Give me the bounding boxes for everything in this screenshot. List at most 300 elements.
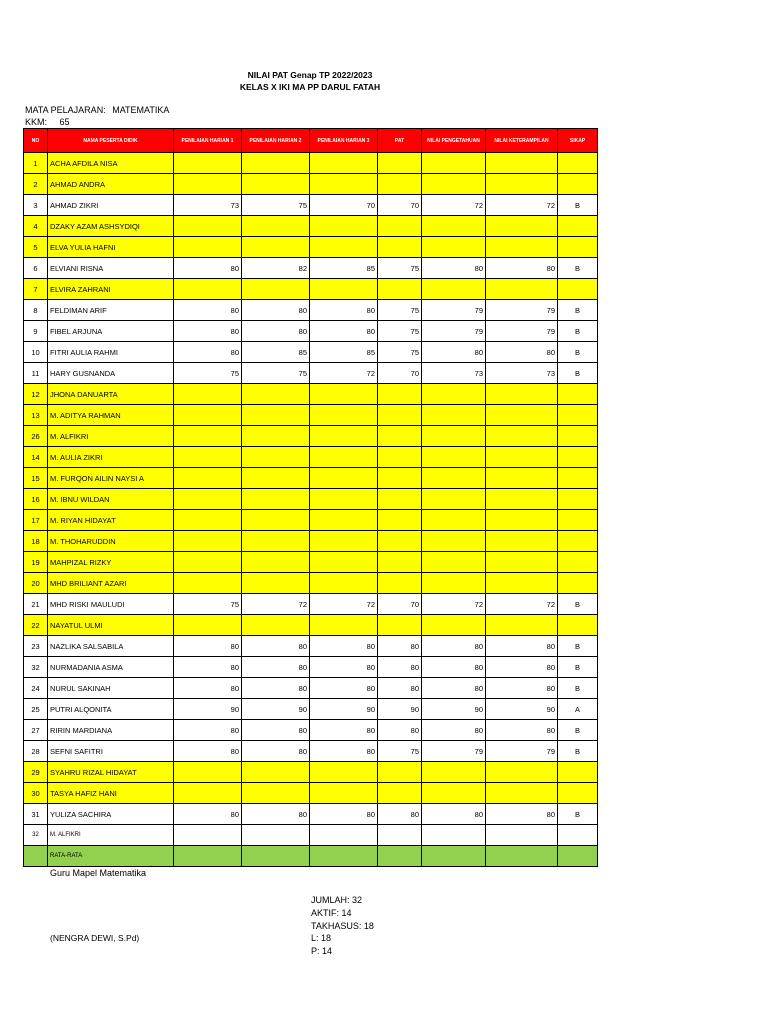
cell-ph1 (174, 489, 242, 510)
cell-np: 80 (422, 657, 486, 678)
cell-sikap: B (558, 363, 598, 384)
report-subtitle: KELAS X IKI MA PP DARUL FATAH (239, 82, 381, 92)
cell-pat: 75 (378, 741, 422, 762)
cell-pat: 80 (378, 720, 422, 741)
stat-line: P: 14 (311, 946, 333, 957)
cell-ph3: 80 (310, 720, 378, 741)
cell-ph3: 80 (310, 636, 378, 657)
cell-ph1 (174, 468, 242, 489)
cell-sikap (558, 405, 598, 426)
cell-name: NURMADANIA ASMA (48, 657, 174, 678)
cell-ph2 (242, 447, 310, 468)
cell-np (422, 573, 486, 594)
cell-name: RATA-RATA (48, 846, 174, 867)
table-row (24, 468, 598, 489)
cell-np: 72 (422, 195, 486, 216)
cell-ph2 (242, 405, 310, 426)
cell-ph2 (242, 846, 310, 867)
cell-no: 10 (24, 342, 48, 363)
table-row (24, 258, 598, 279)
cell-no: 31 (24, 804, 48, 825)
cell-no: 13 (24, 405, 48, 426)
table-row (24, 489, 598, 510)
cell-ph1: 80 (174, 321, 242, 342)
cell-no: 23 (24, 636, 48, 657)
cell-pat (378, 384, 422, 405)
cell-no: 22 (24, 615, 48, 636)
cell-ph2 (242, 615, 310, 636)
table-row (24, 720, 598, 741)
cell-sikap: B (558, 720, 598, 741)
cell-name: JHONA DANUARTA (48, 384, 174, 405)
cell-np: 72 (422, 594, 486, 615)
cell-sikap (558, 447, 598, 468)
cell-nk: 72 (486, 594, 558, 615)
cell-sikap: B (558, 342, 598, 363)
cell-ph3 (310, 552, 378, 573)
cell-pat (378, 468, 422, 489)
cell-sikap: A (558, 699, 598, 720)
cell-pat: 80 (378, 657, 422, 678)
cell-name: SEFNI SAFITRI (48, 741, 174, 762)
cell-name: M. AULIA ZIKRI (48, 447, 174, 468)
cell-sikap: B (558, 741, 598, 762)
cell-nk (486, 447, 558, 468)
cell-ph1 (174, 279, 242, 300)
cell-ph3: 80 (310, 678, 378, 699)
cell-pat (378, 825, 422, 846)
cell-sikap (558, 825, 598, 846)
table-row (24, 510, 598, 531)
table-row (24, 342, 598, 363)
cell-no: 32 (24, 825, 48, 846)
cell-nk (486, 384, 558, 405)
cell-ph1 (174, 615, 242, 636)
cell-nk: 80 (486, 720, 558, 741)
cell-ph3: 85 (310, 258, 378, 279)
table-row (24, 300, 598, 321)
cell-ph2: 80 (242, 657, 310, 678)
cell-np: 80 (422, 804, 486, 825)
cell-ph1 (174, 846, 242, 867)
cell-np (422, 615, 486, 636)
cell-ph1 (174, 153, 242, 174)
cell-ph3: 85 (310, 342, 378, 363)
cell-ph1 (174, 174, 242, 195)
cell-np: 80 (422, 258, 486, 279)
cell-nk: 72 (486, 195, 558, 216)
cell-ph1: 80 (174, 342, 242, 363)
cell-nk: 80 (486, 258, 558, 279)
cell-pat: 70 (378, 195, 422, 216)
cell-np (422, 153, 486, 174)
table-row (24, 846, 598, 867)
cell-ph1 (174, 237, 242, 258)
cell-ph2 (242, 552, 310, 573)
cell-sikap: B (558, 195, 598, 216)
cell-pat: 80 (378, 636, 422, 657)
cell-ph1: 80 (174, 720, 242, 741)
cell-name: M. ALFIKRI (48, 426, 174, 447)
cell-np: 73 (422, 363, 486, 384)
table-row (24, 678, 598, 699)
table-row (24, 321, 598, 342)
cell-name: M. ALFIKRI (48, 825, 174, 846)
cell-ph3 (310, 573, 378, 594)
cell-name: MAHPIZAL RIZKY (48, 552, 174, 573)
cell-ph1: 80 (174, 300, 242, 321)
cell-np (422, 237, 486, 258)
kkm-label: KKM: (25, 117, 48, 127)
cell-name: ACHA AFDILA NISA (48, 153, 174, 174)
grades-body (24, 153, 598, 867)
cell-name: YULIZA SACHIRA (48, 804, 174, 825)
cell-no (24, 846, 48, 867)
cell-no: 18 (24, 531, 48, 552)
cell-pat (378, 762, 422, 783)
cell-name: M. IBNU WILDAN (48, 489, 174, 510)
cell-pat (378, 531, 422, 552)
cell-ph2 (242, 510, 310, 531)
cell-no: 8 (24, 300, 48, 321)
cell-sikap: B (558, 636, 598, 657)
col-np-header: NILAI PENGETAHUAN (422, 129, 486, 153)
cell-np: 80 (422, 720, 486, 741)
cell-ph1: 80 (174, 741, 242, 762)
cell-ph3: 80 (310, 300, 378, 321)
cell-ph3 (310, 384, 378, 405)
cell-ph1 (174, 531, 242, 552)
cell-pat (378, 783, 422, 804)
cell-ph1 (174, 447, 242, 468)
cell-ph1 (174, 762, 242, 783)
table-row (24, 174, 598, 195)
cell-sikap (558, 468, 598, 489)
cell-np: 79 (422, 300, 486, 321)
cell-nk (486, 531, 558, 552)
cell-ph1: 75 (174, 363, 242, 384)
cell-ph3 (310, 825, 378, 846)
stats-block (311, 894, 374, 958)
table-row (24, 783, 598, 804)
cell-nk (486, 573, 558, 594)
cell-sikap (558, 384, 598, 405)
cell-ph3 (310, 489, 378, 510)
cell-ph3 (310, 762, 378, 783)
cell-sikap (558, 237, 598, 258)
cell-no: 20 (24, 573, 48, 594)
table-row (24, 384, 598, 405)
cell-ph1 (174, 552, 242, 573)
cell-name: MHD BRILIANT AZARI (48, 573, 174, 594)
cell-no: 11 (24, 363, 48, 384)
cell-name: DZAKY AZAM ASHSYDIQI (48, 216, 174, 237)
cell-ph1 (174, 384, 242, 405)
cell-ph3 (310, 279, 378, 300)
cell-np (422, 510, 486, 531)
table-row (24, 741, 598, 762)
cell-ph2: 80 (242, 678, 310, 699)
cell-ph3 (310, 153, 378, 174)
cell-ph2 (242, 279, 310, 300)
cell-no: 19 (24, 552, 48, 573)
cell-ph3 (310, 174, 378, 195)
cell-np (422, 489, 486, 510)
cell-ph3 (310, 846, 378, 867)
cell-nk (486, 825, 558, 846)
cell-ph2: 75 (242, 195, 310, 216)
cell-name: NAZLIKA SALSABILA (48, 636, 174, 657)
col-no-header: NO (24, 129, 48, 153)
cell-pat (378, 153, 422, 174)
cell-ph3 (310, 531, 378, 552)
cell-sikap (558, 174, 598, 195)
table-row (24, 699, 598, 720)
cell-pat (378, 279, 422, 300)
cell-ph2 (242, 384, 310, 405)
cell-ph1: 80 (174, 636, 242, 657)
cell-ph2 (242, 153, 310, 174)
cell-pat: 90 (378, 699, 422, 720)
cell-ph1 (174, 573, 242, 594)
cell-sikap: B (558, 321, 598, 342)
cell-ph3: 70 (310, 195, 378, 216)
cell-sikap (558, 762, 598, 783)
table-row (24, 195, 598, 216)
cell-ph2: 80 (242, 804, 310, 825)
cell-pat (378, 489, 422, 510)
cell-np (422, 552, 486, 573)
stat-line: L: 18 (311, 933, 332, 944)
col-pat-header: PAT (378, 129, 422, 153)
table-row (24, 216, 598, 237)
cell-ph3: 80 (310, 657, 378, 678)
cell-ph1 (174, 405, 242, 426)
cell-sikap (558, 573, 598, 594)
cell-pat (378, 426, 422, 447)
cell-sikap (558, 531, 598, 552)
cell-nk (486, 762, 558, 783)
cell-nk (486, 237, 558, 258)
table-row (24, 804, 598, 825)
cell-nk: 80 (486, 657, 558, 678)
cell-nk (486, 153, 558, 174)
cell-ph3: 80 (310, 804, 378, 825)
cell-ph1: 80 (174, 657, 242, 678)
cell-ph2: 80 (242, 300, 310, 321)
cell-sikap (558, 216, 598, 237)
cell-pat: 75 (378, 342, 422, 363)
cell-sikap: B (558, 657, 598, 678)
table-row (24, 363, 598, 384)
cell-sikap (558, 153, 598, 174)
cell-np (422, 762, 486, 783)
stat-line: TAKHASUS: 18 (311, 920, 374, 931)
cell-np (422, 447, 486, 468)
cell-ph1: 90 (174, 699, 242, 720)
cell-no: 25 (24, 699, 48, 720)
cell-no: 24 (24, 678, 48, 699)
cell-pat: 80 (378, 804, 422, 825)
cell-nk (486, 615, 558, 636)
cell-ph1: 73 (174, 195, 242, 216)
cell-no: 6 (24, 258, 48, 279)
cell-nk (486, 279, 558, 300)
grades-table (23, 128, 598, 867)
cell-sikap (558, 279, 598, 300)
cell-pat (378, 237, 422, 258)
table-row (24, 531, 598, 552)
cell-name: AHMAD ANDRA (48, 174, 174, 195)
cell-name: ELVIANI RISNA (48, 258, 174, 279)
cell-nk: 80 (486, 636, 558, 657)
cell-ph3 (310, 447, 378, 468)
cell-pat (378, 573, 422, 594)
cell-pat (378, 510, 422, 531)
cell-pat: 75 (378, 258, 422, 279)
cell-no: 29 (24, 762, 48, 783)
cell-np: 80 (422, 678, 486, 699)
kkm-value: 65 (59, 117, 70, 127)
cell-nk (486, 174, 558, 195)
cell-ph3 (310, 405, 378, 426)
cell-ph2: 85 (242, 342, 310, 363)
cell-nk: 80 (486, 342, 558, 363)
cell-ph3: 90 (310, 699, 378, 720)
cell-sikap (558, 615, 598, 636)
col-name-header: NAMA PESERTA DIDIK (48, 129, 174, 153)
cell-no: 9 (24, 321, 48, 342)
stat-line: AKTIF: 14 (311, 907, 352, 918)
cell-np (422, 216, 486, 237)
table-row (24, 594, 598, 615)
stat-line: JUMLAH: 32 (311, 895, 363, 905)
cell-pat (378, 174, 422, 195)
cell-no: 5 (24, 237, 48, 258)
cell-np (422, 405, 486, 426)
cell-pat: 70 (378, 594, 422, 615)
cell-ph2: 80 (242, 321, 310, 342)
table-row (24, 825, 598, 846)
cell-name: PUTRI ALQONITA (48, 699, 174, 720)
cell-sikap: B (558, 804, 598, 825)
cell-name: NURUL SAKINAH (48, 678, 174, 699)
cell-pat: 70 (378, 363, 422, 384)
cell-nk (486, 489, 558, 510)
cell-sikap: B (558, 594, 598, 615)
cell-no: 28 (24, 741, 48, 762)
cell-nk (486, 510, 558, 531)
cell-name: MHD RISKI MAULUDI (48, 594, 174, 615)
teacher-role: Guru Mapel Matematika (50, 868, 147, 878)
cell-nk (486, 468, 558, 489)
subject-value: MATEMATIKA (112, 105, 170, 115)
cell-name: TASYA HAFIZ HANI (48, 783, 174, 804)
cell-no: 2 (24, 174, 48, 195)
cell-pat (378, 216, 422, 237)
cell-name: NAYATUL ULMI (48, 615, 174, 636)
cell-ph2: 72 (242, 594, 310, 615)
cell-no: 32 (24, 657, 48, 678)
cell-ph2 (242, 468, 310, 489)
cell-np: 79 (422, 741, 486, 762)
cell-name: RIRIN MARDIANA (48, 720, 174, 741)
cell-no: 16 (24, 489, 48, 510)
report-title: NILAI PAT Genap TP 2022/2023 (247, 70, 373, 80)
cell-no: 27 (24, 720, 48, 741)
cell-ph2 (242, 237, 310, 258)
cell-ph3 (310, 615, 378, 636)
cell-nk: 80 (486, 804, 558, 825)
cell-ph2: 82 (242, 258, 310, 279)
cell-pat (378, 615, 422, 636)
cell-sikap (558, 846, 598, 867)
cell-nk (486, 426, 558, 447)
teacher-name: (NENGRA DEWI, S.Pd) (50, 933, 140, 943)
cell-no: 12 (24, 384, 48, 405)
cell-ph2 (242, 825, 310, 846)
table-header-row (24, 129, 598, 153)
cell-ph3 (310, 237, 378, 258)
cell-no: 7 (24, 279, 48, 300)
table-row (24, 615, 598, 636)
cell-name: M. RIYAN HIDAYAT (48, 510, 174, 531)
table-row (24, 447, 598, 468)
cell-ph1 (174, 825, 242, 846)
cell-sikap (558, 552, 598, 573)
cell-sikap (558, 426, 598, 447)
cell-ph2: 80 (242, 741, 310, 762)
cell-np: 90 (422, 699, 486, 720)
cell-nk: 73 (486, 363, 558, 384)
cell-nk: 79 (486, 321, 558, 342)
cell-ph1: 80 (174, 678, 242, 699)
cell-pat (378, 552, 422, 573)
col-ph3-header: PENILAIAN HARIAN 3 (310, 129, 378, 153)
cell-nk: 90 (486, 699, 558, 720)
cell-no: 17 (24, 510, 48, 531)
kkm-line (25, 117, 70, 127)
cell-name: FIBEL ARJUNA (48, 321, 174, 342)
cell-nk: 79 (486, 741, 558, 762)
table-row (24, 657, 598, 678)
table-row (24, 237, 598, 258)
cell-ph2: 75 (242, 363, 310, 384)
cell-nk (486, 216, 558, 237)
cell-np (422, 279, 486, 300)
table-row (24, 279, 598, 300)
cell-ph2 (242, 174, 310, 195)
cell-pat: 75 (378, 300, 422, 321)
cell-np (422, 426, 486, 447)
cell-sikap: B (558, 258, 598, 279)
cell-np (422, 174, 486, 195)
cell-name: ELVA YULIA HAFNI (48, 237, 174, 258)
cell-nk (486, 846, 558, 867)
cell-no: 30 (24, 783, 48, 804)
cell-pat: 75 (378, 321, 422, 342)
cell-nk (486, 552, 558, 573)
cell-ph2: 80 (242, 636, 310, 657)
cell-ph1: 80 (174, 804, 242, 825)
cell-np (422, 531, 486, 552)
cell-nk: 79 (486, 300, 558, 321)
cell-ph2 (242, 489, 310, 510)
cell-no: 4 (24, 216, 48, 237)
cell-ph1 (174, 783, 242, 804)
col-nk-header: NILAI KETERAMPILAN (486, 129, 558, 153)
cell-pat (378, 447, 422, 468)
